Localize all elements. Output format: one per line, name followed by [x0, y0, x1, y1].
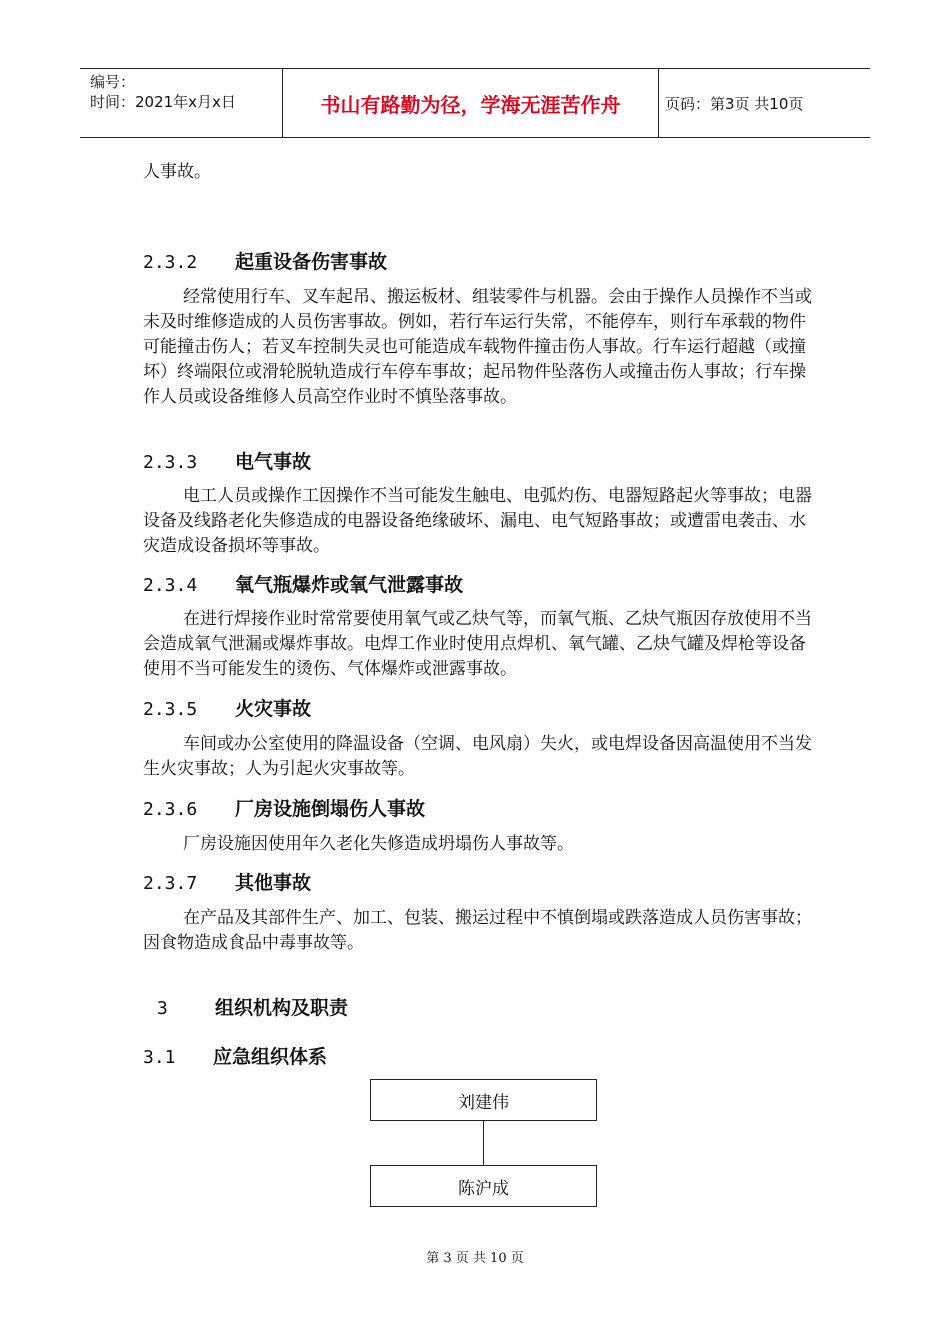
- section-title: 厂房设施倒塌伤人事故: [235, 798, 426, 820]
- section-heading: [143, 868, 311, 895]
- section-body: 经常使用行车、叉车起吊、搬运板材、组装零件与机器。会由于操作人员操作不当或未及时维修造成的人员伤害事故。例如，若行车运行失常，不能停车，则行车承载的物件可能撞击伤人；若叉车控制失灵也可能造成车载物件撞击伤人事故。行车运行超越（或撞坏）终端限位或滑轮脱轨造成行车停车事故；起吊物件坠落伤人或撞击伤人事故；行车操作人员或设备维修人员高空作业时不慎坠落事故。: [143, 287, 812, 407]
- subsection-title: 应急组织体系: [213, 1046, 328, 1068]
- section-number: 2.3.7: [143, 873, 198, 894]
- section-title: 氧气瓶爆炸或氧气泄露事故: [235, 574, 464, 596]
- section-body: 车间或办公室使用的降温设备（空调、电风扇）失火，或电焊设备因高温使用不当发生火灾事故；人为引起火灾事故等。: [143, 734, 812, 779]
- section-number: 2.3.3: [143, 452, 198, 473]
- chapter-title: 组织机构及职责: [215, 997, 349, 1019]
- section-heading: [143, 570, 463, 597]
- section-body: 电工人员或操作工因操作不当可能发生触电、电弧灼伤、电器短路起火等事故；电器设备及线路老化失修造成的电器设备绝缘破坏、漏电、电气短路事故；或遭雷电袭击、水灾造成设备损坏等事故。: [143, 486, 812, 556]
- chapter-heading: [143, 993, 348, 1020]
- section-heading: [143, 247, 387, 274]
- section-title: 火灾事故: [235, 698, 312, 720]
- org-box-top: 刘建伟: [370, 1079, 597, 1121]
- header-page-label: 页码：第3页 共10页: [665, 94, 804, 113]
- header-motto: 书山有路勤为径，学海无涯苦作舟: [282, 69, 659, 137]
- section-title: 电气事故: [235, 451, 312, 473]
- section-title: 其他事故: [235, 872, 312, 894]
- chapter-number: 3: [157, 998, 168, 1019]
- section-title: 起重设备伤害事故: [235, 251, 388, 273]
- date-label: 时间：2021年x月x日: [90, 93, 236, 111]
- intro-text: 人事故。: [143, 162, 211, 182]
- section-body: 厂房设施因使用年久老化失修造成坍塌伤人事故等。: [183, 834, 574, 854]
- section-body: 在产品及其部件生产、加工、包装、搬运过程中不慎倒塌或跌落造成人员伤害事故；因食物造成食品中毒事故等。: [143, 908, 812, 953]
- subsection-number: 3.1: [143, 1047, 176, 1068]
- page-header: [80, 68, 870, 138]
- section-number: 2.3.2: [143, 252, 198, 273]
- section-heading: [143, 694, 311, 721]
- code-label: 编号：: [90, 73, 136, 91]
- page-footer: 第 3 页 共 10 页: [426, 1251, 524, 1266]
- section-heading: [143, 447, 311, 474]
- org-box-bottom: 陈沪成: [370, 1165, 597, 1207]
- section-number: 2.3.5: [143, 699, 198, 720]
- subsection-heading: [143, 1042, 327, 1069]
- header-meta: [80, 69, 282, 137]
- section-number: 2.3.6: [143, 799, 198, 820]
- section-heading: [143, 794, 425, 821]
- org-connector: [483, 1120, 484, 1165]
- section-number: 2.3.4: [143, 575, 198, 596]
- section-body: 在进行焊接作业时常常要使用氧气或乙炔气等，而氧气瓶、乙炔气瓶因存放使用不当会造成氧气泄漏或爆炸事故。电焊工作业时使用点焊机、氧气罐、乙炔气罐及焊枪等设备使用不当可能发生的烫伤、气体爆炸或泄露事故。: [143, 609, 812, 679]
